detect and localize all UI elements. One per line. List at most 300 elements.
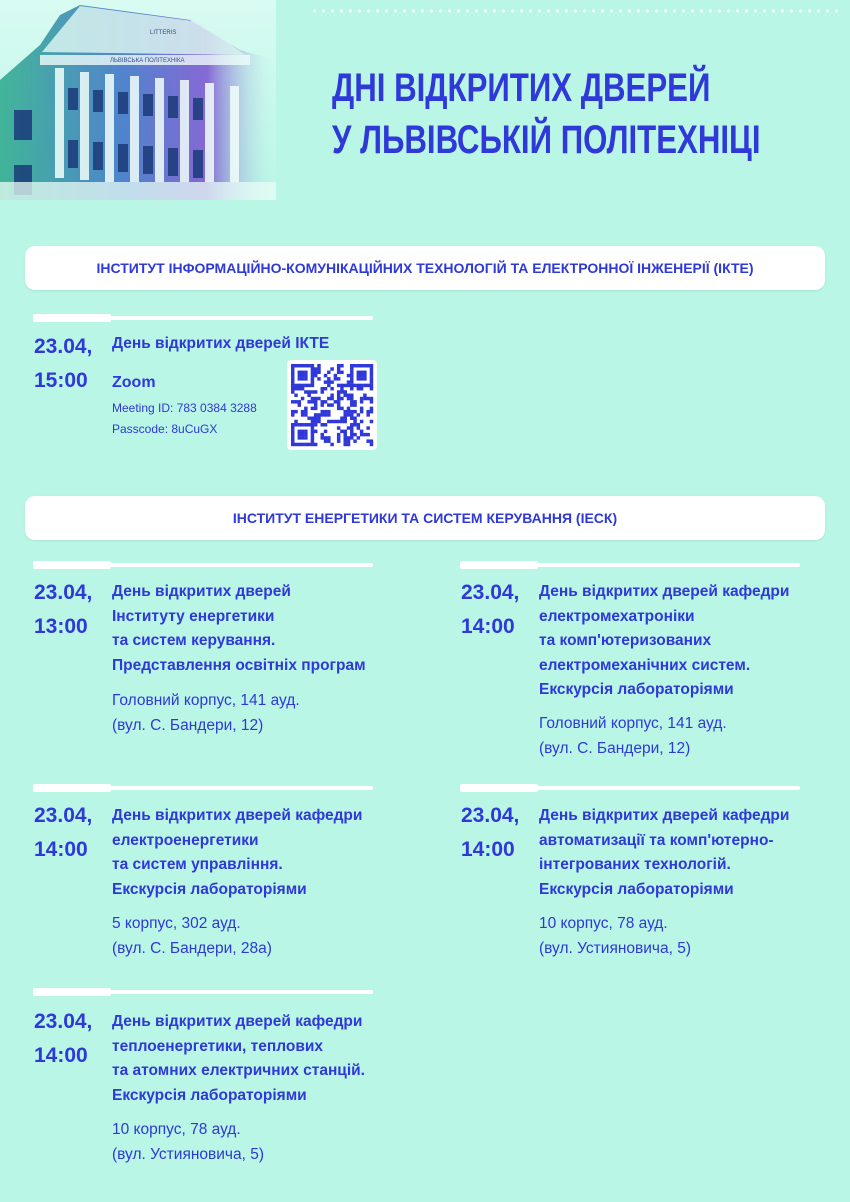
- event-separator: [460, 563, 800, 567]
- qr-module: [291, 367, 294, 370]
- qr-module: [343, 420, 346, 423]
- qr-module: [347, 426, 350, 429]
- qr-module: [307, 384, 310, 387]
- qr-module: [347, 407, 350, 410]
- qr-module: [337, 364, 340, 367]
- qr-module: [311, 390, 314, 393]
- event-time: 14:00: [461, 615, 515, 638]
- event-title: [539, 580, 789, 703]
- qr-module: [360, 400, 363, 403]
- qr-module: [370, 371, 373, 374]
- qr-module: [324, 413, 327, 416]
- qr-module: [304, 407, 307, 410]
- event-time: 14:00: [34, 1044, 88, 1067]
- qr-module: [304, 413, 307, 416]
- event-title-line: Екскурсія лабораторіями: [112, 1086, 307, 1104]
- qr-module: [363, 364, 366, 367]
- event-title-line: електромеханічних систем.: [539, 656, 751, 674]
- event-title-line: теплоенергетики, теплових: [112, 1037, 324, 1055]
- qr-module: [311, 374, 314, 377]
- qr-module: [350, 374, 353, 377]
- qr-module: [298, 400, 301, 403]
- qr-module: [311, 423, 314, 426]
- qr-module: [363, 374, 366, 377]
- qr-module: [340, 384, 343, 387]
- qr-module: [350, 413, 353, 416]
- qr-module: [298, 433, 301, 436]
- qr-module: [337, 426, 340, 429]
- qr-module: [366, 433, 369, 436]
- qr-module: [337, 377, 340, 380]
- qr-module: [353, 420, 356, 423]
- qr-module: [314, 403, 317, 406]
- qr-module: [366, 364, 369, 367]
- qr-module: [317, 377, 320, 380]
- qr-module: [330, 394, 333, 397]
- event-date: 23.04,: [461, 804, 520, 827]
- event-date: 23.04,: [34, 335, 93, 358]
- qr-module: [353, 423, 356, 426]
- qr-module: [360, 430, 363, 433]
- event-title-line: Екскурсія лабораторіями: [112, 880, 307, 898]
- qr-module: [311, 377, 314, 380]
- qr-module: [334, 420, 337, 423]
- event-title-line: Представлення освітніх програм: [112, 656, 366, 674]
- qr-module: [370, 443, 373, 446]
- qr-module: [337, 420, 340, 423]
- qr-module: [357, 413, 360, 416]
- event-date: 23.04,: [34, 804, 93, 827]
- qr-module: [357, 364, 360, 367]
- qr-module: [327, 384, 330, 387]
- qr-module: [304, 384, 307, 387]
- qr-module: [321, 413, 324, 416]
- event-location-line: 10 корпус, 78 ауд.: [112, 1121, 241, 1138]
- qr-module: [311, 400, 314, 403]
- event-location: [539, 712, 727, 761]
- qr-module: [317, 416, 320, 419]
- qr-module: [343, 394, 346, 397]
- qr-module: [291, 439, 294, 442]
- institute-title: ІНСТИТУТ ЕНЕРГЕТИКИ ТА СИСТЕМ КЕРУВАННЯ (ІЕСК): [232, 510, 618, 526]
- university-building-image: [0, 0, 276, 200]
- event-location-line: (вул. С. Бандери, 12): [112, 716, 264, 734]
- qr-module: [343, 410, 346, 413]
- qr-module: [314, 420, 317, 423]
- qr-module: [337, 394, 340, 397]
- qr-module: [337, 439, 340, 442]
- qr-module: [360, 397, 363, 400]
- qr-module: [353, 384, 356, 387]
- event-date: 23.04,: [34, 581, 93, 604]
- qr-module: [350, 433, 353, 436]
- qr-module: [327, 397, 330, 400]
- qr-module: [360, 410, 363, 413]
- qr-module: [360, 374, 363, 377]
- qr-module: [327, 436, 330, 439]
- qr-module: [301, 397, 304, 400]
- event-datetime: [461, 799, 519, 867]
- qr-module: [363, 433, 366, 436]
- event-location-line: (вул. С. Бандери, 12): [539, 739, 691, 757]
- qr-module: [327, 413, 330, 416]
- qr-module: [321, 403, 324, 406]
- qr-module: [366, 413, 369, 416]
- qr-module: [291, 377, 294, 380]
- qr-module: [350, 436, 353, 439]
- qr-module: [321, 423, 324, 426]
- qr-module: [317, 367, 320, 370]
- institute-bar-iesk: [25, 496, 825, 540]
- qr-module: [301, 410, 304, 413]
- event-location-line: Головний корпус, 141 ауд.: [112, 692, 300, 709]
- qr-module: [311, 436, 314, 439]
- qr-module: [343, 416, 346, 419]
- qr-module: [340, 397, 343, 400]
- event-location: [112, 1118, 264, 1167]
- qr-module: [311, 397, 314, 400]
- qr-module: [291, 364, 294, 367]
- qr-module: [340, 390, 343, 393]
- qr-module: [307, 390, 310, 393]
- qr-module: [366, 410, 369, 413]
- event-separator: [33, 990, 373, 994]
- qr-module: [343, 436, 346, 439]
- event-date: 23.04,: [34, 1010, 93, 1033]
- qr-module: [311, 420, 314, 423]
- qr-module: [314, 443, 317, 446]
- meeting-id: Meeting ID: 783 0384 3288: [112, 401, 257, 415]
- qr-module: [314, 374, 317, 377]
- event-separator: [460, 786, 800, 790]
- qr-module: [350, 387, 353, 390]
- qr-module: [298, 436, 301, 439]
- event-title: [539, 804, 789, 902]
- qr-module: [311, 380, 314, 383]
- qr-module: [327, 439, 330, 442]
- qr-module: [370, 367, 373, 370]
- qr-module: [294, 400, 297, 403]
- qr-module: [347, 443, 350, 446]
- qr-module: [291, 371, 294, 374]
- qr-module: [370, 400, 373, 403]
- event-time: 15:00: [34, 369, 88, 392]
- building-sign-litteris: LITTERIS: [150, 30, 177, 36]
- qr-module: [366, 439, 369, 442]
- passcode: Passcode: 8uCuGX: [112, 422, 218, 436]
- qr-module: [337, 390, 340, 393]
- qr-module: [311, 433, 314, 436]
- qr-module: [347, 397, 350, 400]
- qr-module: [350, 426, 353, 429]
- event-datetime: [34, 1005, 92, 1073]
- qr-module: [350, 364, 353, 367]
- qr-module: [357, 371, 360, 374]
- qr-module: [370, 380, 373, 383]
- qr-module: [340, 371, 343, 374]
- qr-module: [314, 430, 317, 433]
- qr-module: [327, 371, 330, 374]
- qr-module: [301, 377, 304, 380]
- qr-module: [337, 407, 340, 410]
- event-separator: [33, 786, 373, 790]
- qr-module: [304, 374, 307, 377]
- qr-module: [337, 367, 340, 370]
- qr-module: [370, 410, 373, 413]
- event-title-line: та систем керування.: [112, 632, 276, 649]
- qr-module: [366, 426, 369, 429]
- qr-module: [321, 390, 324, 393]
- qr-module: [340, 416, 343, 419]
- qr-module: [360, 420, 363, 423]
- qr-module: [360, 377, 363, 380]
- qr-module: [366, 384, 369, 387]
- qr-module: [324, 410, 327, 413]
- qr-module: [324, 436, 327, 439]
- qr-module: [291, 433, 294, 436]
- qr-module: [294, 443, 297, 446]
- qr-module: [340, 420, 343, 423]
- qr-module: [360, 407, 363, 410]
- qr-module: [363, 397, 366, 400]
- qr-module: [294, 420, 297, 423]
- qr-module: [301, 443, 304, 446]
- qr-module: [294, 410, 297, 413]
- qr-module: [357, 423, 360, 426]
- event-time: 14:00: [461, 838, 515, 861]
- qr-module: [334, 377, 337, 380]
- qr-module: [343, 384, 346, 387]
- qr-module: [366, 397, 369, 400]
- qr-module: [294, 364, 297, 367]
- qr-module: [291, 374, 294, 377]
- qr-module: [337, 433, 340, 436]
- qr-module: [363, 394, 366, 397]
- qr-module: [307, 416, 310, 419]
- event-location-line: (вул. Устияновича, 5): [112, 1145, 264, 1163]
- qr-module: [321, 410, 324, 413]
- qr-module: [370, 377, 373, 380]
- event-title-line: Інституту енергетики: [112, 607, 275, 625]
- qr-module: [350, 430, 353, 433]
- qr-module: [304, 443, 307, 446]
- qr-module: [370, 407, 373, 410]
- event-title-line: Екскурсія лабораторіями: [539, 880, 734, 898]
- qr-module: [301, 423, 304, 426]
- qr-module: [324, 387, 327, 390]
- qr-module: [314, 416, 317, 419]
- qr-module: [314, 367, 317, 370]
- qr-module: [317, 371, 320, 374]
- qr-module: [301, 364, 304, 367]
- qr-module: [311, 426, 314, 429]
- qr-module: [291, 400, 294, 403]
- qr-module: [301, 433, 304, 436]
- event-title-line: День відкритих дверей: [112, 583, 291, 600]
- qr-module: [337, 397, 340, 400]
- event-datetime: [34, 799, 92, 867]
- qr-module: [298, 384, 301, 387]
- qr-module: [314, 400, 317, 403]
- qr-module: [327, 380, 330, 383]
- qr-module: [314, 390, 317, 393]
- qr-module: [340, 407, 343, 410]
- qr-module: [350, 416, 353, 419]
- qr-module: [291, 430, 294, 433]
- qr-module: [353, 410, 356, 413]
- qr-module: [350, 423, 353, 426]
- qr-module: [357, 387, 360, 390]
- qr-module: [337, 403, 340, 406]
- qr-code-icon[interactable]: [287, 360, 377, 450]
- qr-module: [314, 371, 317, 374]
- qr-module: [347, 374, 350, 377]
- qr-module: [347, 439, 350, 442]
- qr-module: [321, 433, 324, 436]
- qr-module: [321, 387, 324, 390]
- qr-module: [353, 400, 356, 403]
- qr-module: [363, 371, 366, 374]
- qr-module: [350, 371, 353, 374]
- qr-module: [307, 394, 310, 397]
- qr-module: [360, 387, 363, 390]
- qr-module: [360, 364, 363, 367]
- qr-module: [291, 423, 294, 426]
- page-title-line1: ДНІ ВІДКРИТИХ ДВЕРЕЙ: [332, 66, 711, 110]
- qr-module: [347, 410, 350, 413]
- qr-module: [337, 400, 340, 403]
- qr-module: [363, 377, 366, 380]
- event-title-line: електроенергетики: [112, 831, 259, 849]
- qr-module: [370, 387, 373, 390]
- event-location: [539, 912, 691, 961]
- qr-module: [317, 397, 320, 400]
- qr-module: [291, 436, 294, 439]
- qr-module: [317, 413, 320, 416]
- event-title-line: Екскурсія лабораторіями: [539, 681, 734, 698]
- qr-module: [301, 387, 304, 390]
- qr-module: [370, 384, 373, 387]
- qr-module: [311, 367, 314, 370]
- qr-module: [324, 400, 327, 403]
- qr-module: [353, 439, 356, 442]
- qr-module: [307, 364, 310, 367]
- building-sign-name: ЛЬВІВСЬКА ПОЛІТЕХНІКА: [110, 58, 185, 64]
- qr-module: [347, 413, 350, 416]
- qr-module: [324, 439, 327, 442]
- qr-module: [370, 420, 373, 423]
- event-title-line: електромехатроніки: [539, 607, 695, 625]
- qr-module: [334, 400, 337, 403]
- event-date: 23.04,: [461, 581, 520, 604]
- qr-module: [301, 374, 304, 377]
- event-separator: [33, 563, 373, 567]
- qr-module: [291, 443, 294, 446]
- qr-module: [304, 436, 307, 439]
- qr-module: [357, 384, 360, 387]
- qr-module: [304, 364, 307, 367]
- qr-module: [330, 403, 333, 406]
- qr-module: [321, 436, 324, 439]
- qr-module: [343, 439, 346, 442]
- qr-module: [298, 374, 301, 377]
- qr-module: [291, 387, 294, 390]
- qr-module: [330, 380, 333, 383]
- qr-module: [298, 423, 301, 426]
- qr-module: [357, 426, 360, 429]
- qr-module: [330, 443, 333, 446]
- qr-module: [298, 371, 301, 374]
- qr-module: [291, 380, 294, 383]
- qr-module: [311, 364, 314, 367]
- qr-module: [357, 374, 360, 377]
- qr-module: [324, 380, 327, 383]
- event-title-line: День відкритих дверей кафедри: [112, 807, 363, 824]
- qr-module: [307, 423, 310, 426]
- event-time: 14:00: [34, 838, 88, 861]
- qr-module: [317, 364, 320, 367]
- qr-module: [370, 397, 373, 400]
- qr-module: [350, 410, 353, 413]
- qr-module: [370, 374, 373, 377]
- qr-module: [353, 403, 356, 406]
- event-location-line: (вул. С. Бандери, 28а): [112, 939, 272, 957]
- event-title-line: День відкритих дверей кафедри: [539, 583, 790, 600]
- qr-module: [311, 439, 314, 442]
- qr-module: [291, 426, 294, 429]
- qr-module: [340, 364, 343, 367]
- qr-module: [304, 423, 307, 426]
- qr-module: [350, 367, 353, 370]
- qr-module: [307, 400, 310, 403]
- qr-module: [357, 377, 360, 380]
- qr-module: [370, 439, 373, 442]
- qr-module: [330, 367, 333, 370]
- event-title-line: інтегрованих технологій.: [539, 856, 731, 873]
- event-location-line: (вул. Устияновича, 5): [539, 939, 691, 957]
- qr-module: [343, 430, 346, 433]
- qr-module: [353, 364, 356, 367]
- event-location-line: 10 корпус, 78 ауд.: [539, 915, 668, 932]
- event-location-line: Головний корпус, 141 ауд.: [539, 715, 727, 732]
- qr-module: [317, 420, 320, 423]
- qr-module: [311, 430, 314, 433]
- qr-module: [360, 384, 363, 387]
- event-title-line: День відкритих дверей ІКТЕ: [112, 335, 330, 352]
- qr-module: [314, 407, 317, 410]
- event-title-line: та систем управління.: [112, 856, 283, 873]
- qr-module: [294, 423, 297, 426]
- qr-module: [353, 416, 356, 419]
- event-separator: [33, 316, 373, 320]
- event-title-line: та комп'ютеризованих: [539, 632, 712, 649]
- qr-module: [298, 430, 301, 433]
- event-location: [112, 912, 272, 961]
- qr-module: [330, 397, 333, 400]
- qr-module: [343, 433, 346, 436]
- qr-module: [334, 374, 337, 377]
- qr-module: [347, 380, 350, 383]
- qr-module: [294, 384, 297, 387]
- qr-module: [314, 413, 317, 416]
- event-title: [112, 1010, 365, 1108]
- qr-module: [314, 397, 317, 400]
- qr-module: [321, 400, 324, 403]
- qr-module: [343, 413, 346, 416]
- qr-module: [294, 387, 297, 390]
- qr-module: [298, 403, 301, 406]
- qr-module: [311, 443, 314, 446]
